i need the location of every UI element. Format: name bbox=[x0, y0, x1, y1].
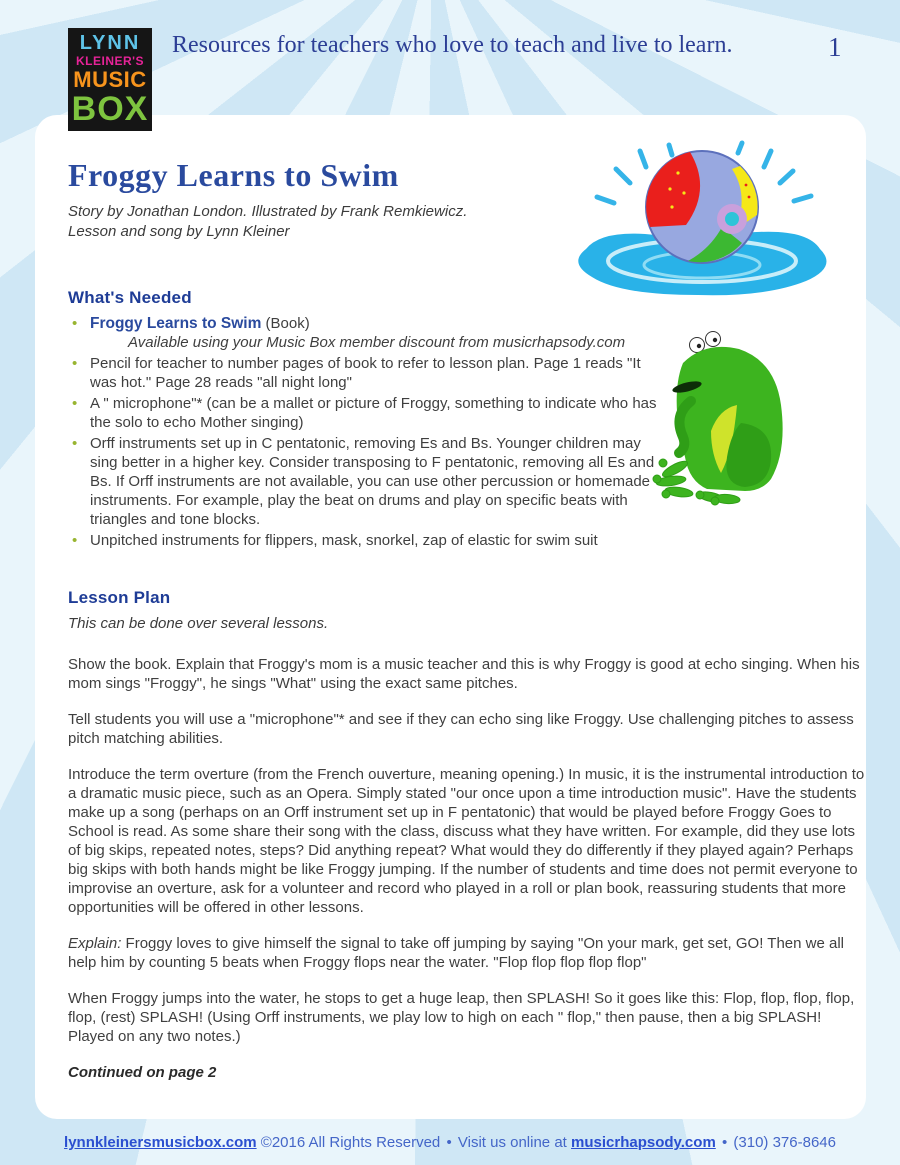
page-number: 1 bbox=[828, 32, 842, 62]
logo-line-music: MUSIC bbox=[73, 67, 147, 92]
paragraph: Show the book. Explain that Froggy's mom is a music teacher and this is why Froggy is good at echo singing. When his mom sings "Froggy", he sings "What" using the exact same pitches. bbox=[68, 656, 860, 692]
list-item-text: Orff instruments set up in C pentatonic, removing Es and Bs. Younger children may sing better in a higher key. Consider transposing to F pentatonic, removing all Es and Bs. If Orff instruments are not available, you can use other percussion or homemade instruments. For example, play the beat on drums and play on specific beats with triangles and tone blocks. bbox=[90, 435, 655, 528]
lesson-plan-body bbox=[68, 655, 865, 1082]
bullet-icon: • bbox=[72, 532, 78, 549]
paragraph bbox=[68, 934, 865, 972]
byline-lesson: Lesson and song by Lynn Kleiner bbox=[68, 223, 290, 240]
separator-dot: • bbox=[446, 1134, 452, 1151]
visit-text: Visit us online at bbox=[457, 1134, 567, 1151]
copyright-text: ©2016 All Rights Reserved bbox=[260, 1134, 441, 1151]
separator-dot: • bbox=[721, 1134, 728, 1151]
paragraph: When Froggy jumps into the water, he stops to get a huge leap, then SPLASH! So it goes like this: Flop, flop, flop, flop, flop, (rest) SPLASH! (Using Orff instruments, we play low to high on each " flop," then pause, then a big SPLASH! Played on any two notes.) bbox=[68, 990, 855, 1045]
explain-text: Froggy loves to give himself the signal to take off jumping by saying "On your mark, get set, GO! Then we all help him by counting 5 beats when Froggy flops near the water. "Flop flop flop flop flop" bbox=[68, 935, 844, 971]
logo-line-box: BOX bbox=[71, 90, 149, 128]
paragraph: Tell students you will use a "microphone"* and see if they can echo sing like Froggy. Use challenging pitches to assess pitch matching abilities. bbox=[68, 711, 854, 747]
list-item bbox=[68, 354, 668, 392]
paragraph: Introduce the term overture (from the French ouverture, meaning opening.) In music, it is the instrumental introduction to a dramatic music piece, such as an Opera. Simply stated "our once upon a time introduction music". Have the students make up a song (perhaps on an Orff instrument set up in F pentatonic) that would be played before Froggy Goes to School is read. As some share their song with the class, discuss what they have written. For example, did they use lots of big skips, repeated notes, steps? Did anything repeat? What would they do differently if they played again? Perhaps big skips with both hands might be like Froggy jumping. If the number of students and time does not permit everyone to improvise an overture, ask for a volunteer and record who played in a roll or plan book, reassuring students that more opportunities will be offered in other lessons. bbox=[68, 766, 865, 916]
article-title: Froggy Learns to Swim bbox=[68, 157, 399, 193]
list-item-text: A " microphone"* (can be a mallet or picture of Froggy, something to indicate who has the solo to echo Mother singing) bbox=[90, 395, 657, 431]
rhapsody-link[interactable]: musicrhapsody.com bbox=[571, 1134, 716, 1151]
content-card bbox=[35, 115, 866, 1119]
bullet-icon: • bbox=[72, 315, 78, 332]
bullet-icon: • bbox=[72, 395, 78, 412]
frog-image bbox=[645, 329, 821, 509]
continued-note: Continued on page 2 bbox=[68, 1064, 217, 1081]
whats-needed-heading: What's Needed bbox=[68, 288, 192, 307]
page-footer bbox=[0, 1134, 900, 1151]
header-tagline: Resources for teachers who love to teach and live to learn. bbox=[172, 32, 733, 58]
logo-line-kleiners: KLEINER'S bbox=[75, 54, 145, 68]
byline-story: Story by Jonathan London. Illustrated by Frank Remkiewicz. bbox=[68, 203, 468, 220]
beach-ball-image bbox=[568, 137, 840, 299]
list-item bbox=[68, 314, 668, 352]
book-discount-note: Available using your Music Box member discount from musicrhapsody.com bbox=[128, 334, 626, 351]
list-item bbox=[68, 531, 668, 550]
list-item-text: Pencil for teacher to number pages of book to refer to lesson plan. Page 1 reads "It was hot." Page 28 reads "all night long" bbox=[90, 355, 641, 391]
music-box-logo bbox=[68, 28, 152, 131]
list-item-text: Unpitched instruments for flippers, mask, snorkel, zap of elastic for swim suit bbox=[90, 532, 598, 549]
book-suffix: (Book) bbox=[261, 315, 310, 332]
logo-line-lynn: LYNN bbox=[79, 32, 141, 54]
list-item bbox=[68, 434, 668, 529]
bullet-icon: • bbox=[72, 355, 78, 372]
book-title: Froggy Learns to Swim bbox=[90, 315, 262, 332]
explain-label: Explain: bbox=[68, 935, 122, 952]
lesson-plan-heading: Lesson Plan bbox=[68, 588, 171, 607]
phone-number: (310) 376-8646 bbox=[733, 1134, 836, 1151]
list-item bbox=[68, 394, 668, 432]
whats-needed-list bbox=[68, 314, 668, 550]
lesson-plan-note: This can be done over several lessons. bbox=[68, 615, 329, 632]
lesson-plan-section bbox=[68, 588, 830, 633]
bullet-icon: • bbox=[72, 435, 78, 452]
musicbox-link[interactable]: lynnkleinersmusicbox.com bbox=[64, 1134, 257, 1151]
beach-ball bbox=[646, 151, 758, 263]
